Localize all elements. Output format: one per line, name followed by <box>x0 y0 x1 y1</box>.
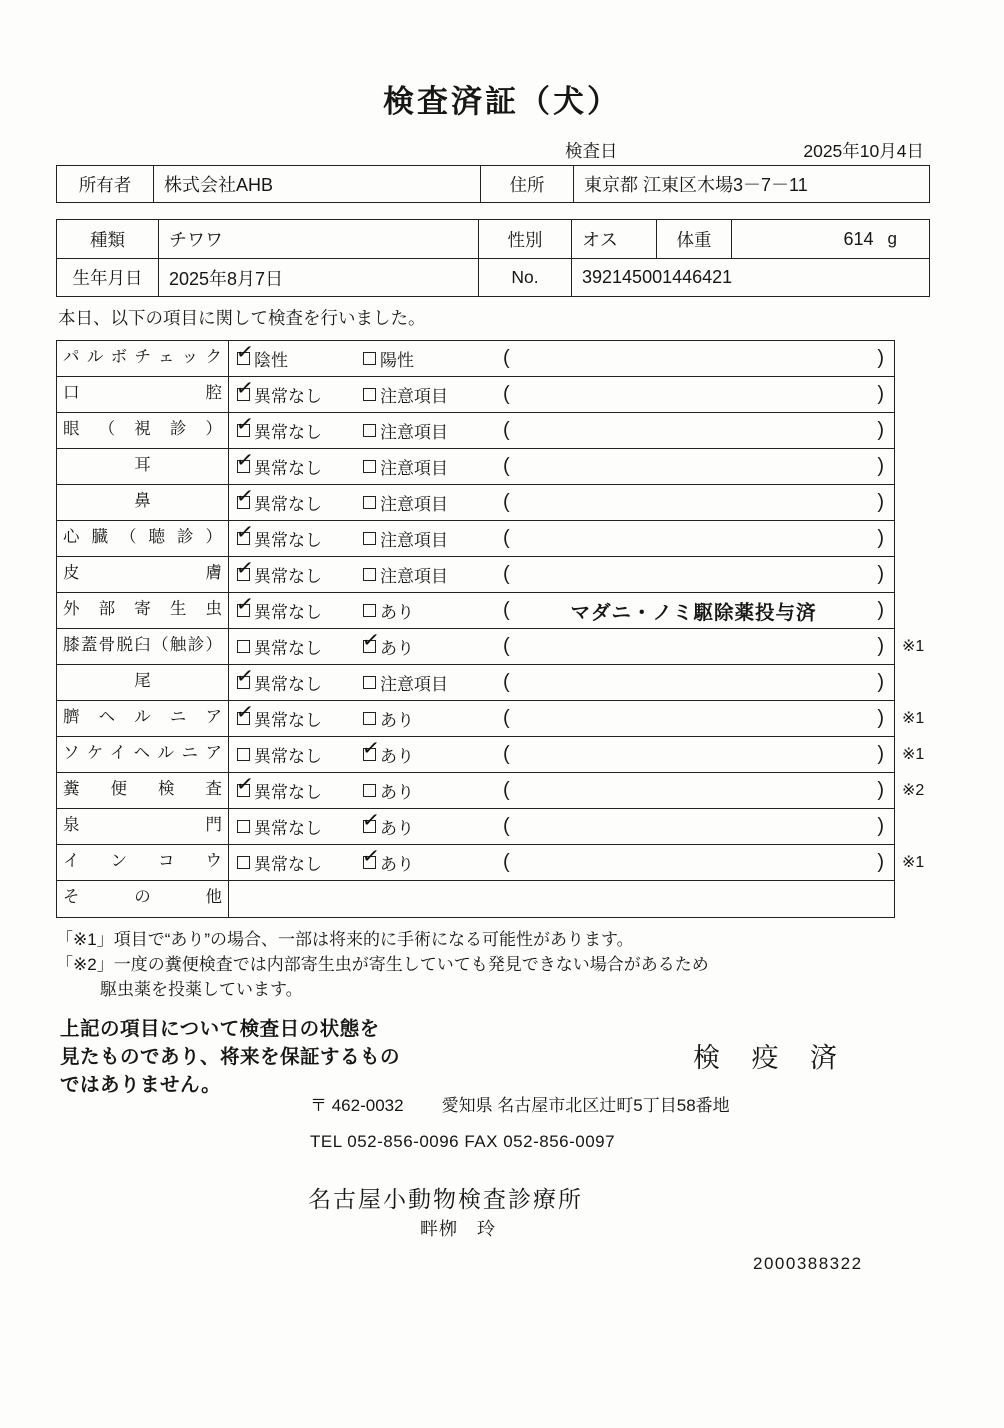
checklist-row <box>57 628 925 665</box>
option-2-label: 陽性 <box>380 351 414 370</box>
weight-unit: g <box>887 229 897 248</box>
checklist-row <box>57 844 925 881</box>
paren-note: マダニ・ノミ駆除薬投与済 <box>570 601 817 624</box>
checklist-option-2 <box>363 526 503 551</box>
option-2-label: 注意項目 <box>380 459 448 478</box>
option-1-label: 異常なし <box>254 711 322 730</box>
checkbox-icon <box>234 412 255 437</box>
checklist-option-2 <box>360 628 503 659</box>
checklist-row <box>57 881 894 917</box>
option-1-label: 陰性 <box>254 351 288 370</box>
option-1-label: 異常なし <box>254 495 322 514</box>
checklist-item-content <box>229 809 894 844</box>
paren-close: ) <box>877 347 884 369</box>
checklist-item-label: 眼（視診） <box>57 413 229 448</box>
footnote-mark: ※2 <box>902 782 925 799</box>
option-1-label: 異常なし <box>254 819 322 838</box>
checklist-item-label: 外部寄生虫 <box>57 593 229 628</box>
checklist-item-content <box>229 341 894 376</box>
checklist-row <box>57 700 925 737</box>
paren-open: ( <box>503 671 510 693</box>
checklist-item-content <box>229 557 894 592</box>
option-2-label: 注意項目 <box>380 567 448 586</box>
birth-value-cell: 2025年8月7日 <box>159 259 479 296</box>
footnote-mark: ※1 <box>902 710 925 727</box>
paren-close: ) <box>877 671 884 693</box>
checklist-option-2 <box>363 382 503 407</box>
paren-open: ( <box>503 707 510 729</box>
tel-fax-line: TEL 052-856-0096 FAX 052-856-0097 <box>310 1132 616 1151</box>
checkbox-icon <box>234 556 255 581</box>
option-1-label: 異常なし <box>254 531 322 550</box>
checklist-option-1 <box>234 340 363 371</box>
checklist-item-content <box>229 593 894 628</box>
checklist-item-label: インコウ <box>57 845 229 880</box>
paren-open: ( <box>503 563 510 585</box>
checkbox-icon <box>237 820 250 833</box>
checklist-option-2 <box>363 778 503 803</box>
paren-open: ( <box>503 851 510 873</box>
owner-value-cell: 株式会社AHB <box>154 166 481 202</box>
inspection-date-label: 検査日 <box>565 141 618 161</box>
checklist-option-1 <box>234 376 363 407</box>
check-mark-icon: ✓ <box>234 664 255 689</box>
paren-close: ) <box>877 491 884 513</box>
checkbox-icon <box>237 748 250 761</box>
checklist-option-2 <box>363 490 503 515</box>
option-2-label: あり <box>380 783 414 802</box>
checklist-row <box>57 593 894 629</box>
weight-label-cell: 体重 <box>657 220 732 258</box>
paren-open: ( <box>503 455 510 477</box>
paren-close: ) <box>877 383 884 405</box>
paren-close: ) <box>877 599 884 621</box>
option-2-label: 注意項目 <box>380 387 448 406</box>
checklist-item-content <box>229 629 894 664</box>
checklist-row <box>57 377 894 413</box>
quarantine-stamp: 検 疫 済 <box>693 1043 850 1073</box>
paren-open: ( <box>503 383 510 405</box>
check-mark-icon: ✓ <box>360 736 381 761</box>
no-label-cell: No. <box>479 259 572 296</box>
checkbox-icon <box>234 772 255 797</box>
checkbox-icon <box>363 388 376 401</box>
checklist-table <box>56 340 925 918</box>
checklist-item-label: 尾 <box>57 665 229 700</box>
paren-open: ( <box>503 635 510 657</box>
checkbox-icon <box>234 664 255 689</box>
checklist-option-2 <box>363 418 503 443</box>
option-2-label: あり <box>380 855 414 874</box>
checklist-item-content <box>229 485 894 520</box>
option-2-label: 注意項目 <box>380 531 448 550</box>
check-mark-icon: ✓ <box>234 556 255 581</box>
option-2-label: あり <box>380 819 414 838</box>
checkbox-icon <box>363 568 376 581</box>
disclaimer-line-3: ではありません。 <box>60 1074 222 1096</box>
checkbox-icon <box>363 424 376 437</box>
option-2-label: 注意項目 <box>380 423 448 442</box>
option-1-label: 異常なし <box>254 783 322 802</box>
check-mark-icon: ✓ <box>234 484 255 509</box>
paren-close: ) <box>877 527 884 549</box>
document-title: 検査済証（犬） <box>383 84 621 119</box>
pet-row-1 <box>57 220 929 258</box>
owner-row <box>57 166 929 202</box>
paren-open: ( <box>503 527 510 549</box>
checklist-option-1 <box>234 556 363 587</box>
checkbox-icon <box>234 592 255 617</box>
address-label-cell: 住所 <box>481 166 574 202</box>
checkbox-icon <box>360 808 381 833</box>
checklist-option-2 <box>363 562 503 587</box>
inspection-date-value: 2025年10月4日 <box>803 141 924 161</box>
checkbox-icon <box>234 376 255 401</box>
checklist-option-1 <box>237 634 363 659</box>
sex-value-cell: オス <box>572 220 657 258</box>
checklist-item-label: 口腔 <box>57 377 229 412</box>
checklist-item-label: その他 <box>57 881 229 917</box>
checklist-row <box>57 485 894 521</box>
paren-open: ( <box>503 419 510 441</box>
checkbox-icon <box>363 496 376 509</box>
paren-open: ( <box>503 491 510 513</box>
option-1-label: 異常なし <box>254 459 322 478</box>
check-mark-icon: ✓ <box>234 448 255 473</box>
checklist-row <box>57 557 894 593</box>
footnote-mark: ※1 <box>902 746 925 763</box>
checklist-option-2 <box>363 598 503 623</box>
checklist-item-content <box>229 773 894 808</box>
checkbox-icon <box>234 340 255 365</box>
address-value-cell: 東京都 江東区木場3－7－11 <box>584 175 808 195</box>
checklist-item-label: 鼻 <box>57 485 229 520</box>
checklist-option-2 <box>360 844 503 875</box>
checklist-option-1 <box>234 412 363 443</box>
option-1-label: 異常なし <box>254 747 322 766</box>
checklist-option-1 <box>234 448 363 479</box>
option-2-label: あり <box>380 639 414 658</box>
postal-code: 〒 462-0032 <box>310 1096 404 1115</box>
footnote-mark: ※1 <box>902 854 925 871</box>
option-1-label: 異常なし <box>254 603 322 622</box>
checklist-option-1 <box>234 484 363 515</box>
checkbox-icon <box>363 532 376 545</box>
option-1-label: 異常なし <box>254 387 322 406</box>
checklist-item-label: ソケイヘルニア <box>57 737 229 772</box>
checklist-option-1 <box>234 592 363 623</box>
checkbox-icon <box>234 448 255 473</box>
sex-label-cell: 性別 <box>479 220 572 258</box>
disclaimer-text <box>60 1015 1004 1099</box>
checklist-row <box>57 521 894 557</box>
checklist-option-2 <box>360 736 503 767</box>
checklist-option-1 <box>234 520 363 551</box>
clinic-address-row <box>310 1091 730 1116</box>
check-mark-icon: ✓ <box>234 772 255 797</box>
checklist-option-2 <box>363 346 503 371</box>
veterinarian-name: 畔栁 玲 <box>420 1219 496 1239</box>
checklist-option-2 <box>360 808 503 839</box>
option-1-label: 異常なし <box>254 675 322 694</box>
checklist-item-content <box>229 413 894 448</box>
footnotes <box>56 927 1004 1002</box>
checklist-row <box>57 809 894 845</box>
checklist-row <box>57 772 925 809</box>
footnote-1: 「※1」項目で“あり”の場合、一部は将来的に手術になる可能性があります。 <box>56 930 634 949</box>
checklist-item-content <box>229 845 894 880</box>
checkbox-icon <box>363 712 376 725</box>
paren-close: ) <box>877 851 884 873</box>
check-mark-icon: ✓ <box>360 628 381 653</box>
check-mark-icon: ✓ <box>234 376 255 401</box>
checkbox-icon <box>363 784 376 797</box>
option-1-label: 異常なし <box>254 639 322 658</box>
checklist-row <box>57 736 925 773</box>
paren-open: ( <box>503 815 510 837</box>
option-1-label: 異常なし <box>254 423 322 442</box>
checklist-item-content <box>229 881 894 917</box>
checklist-row <box>57 413 894 449</box>
check-mark-icon: ✓ <box>234 700 255 725</box>
footnote-2: 「※2」一度の糞便検査では内部寄生虫が寄生していても発見できない場合があるため <box>56 955 709 974</box>
checklist-item-label: 耳 <box>57 449 229 484</box>
clinic-address: 愛知県 名古屋市北区辻町5丁目58番地 <box>441 1096 730 1115</box>
paren-open: ( <box>503 599 510 621</box>
checkbox-icon <box>363 604 376 617</box>
checkbox-icon <box>234 520 255 545</box>
checklist-item-label: パルボチェック <box>57 341 229 376</box>
paren-close: ) <box>877 455 884 477</box>
breed-label-cell: 種類 <box>57 220 159 258</box>
paren-open: ( <box>503 743 510 765</box>
checkbox-icon <box>363 460 376 473</box>
checklist-option-2 <box>363 706 503 731</box>
checkbox-icon <box>234 700 255 725</box>
paren-close: ) <box>877 563 884 585</box>
checkbox-icon <box>237 640 250 653</box>
checklist-option-1 <box>234 700 363 731</box>
paren-close: ) <box>877 743 884 765</box>
weight-value: 614 <box>843 228 874 249</box>
checklist-option-2 <box>363 454 503 479</box>
checklist-option-1 <box>237 742 363 767</box>
checklist-option-1 <box>234 664 363 695</box>
option-1-label: 異常なし <box>254 855 322 874</box>
checkbox-icon <box>360 628 381 653</box>
pet-table <box>56 219 930 297</box>
paren-close: ) <box>877 707 884 729</box>
checklist-item-label: 泉門 <box>57 809 229 844</box>
checklist-item-label: 臍ヘルニア <box>57 701 229 736</box>
checkbox-icon <box>360 844 381 869</box>
footnote-mark: ※1 <box>902 638 925 655</box>
paren-open: ( <box>503 347 510 369</box>
check-mark-icon: ✓ <box>360 808 381 833</box>
checklist-item-content <box>229 701 894 736</box>
clinic-name: 名古屋小動物検査診療所 <box>308 1186 583 1212</box>
footnote-2-continued: 駆虫薬を投薬しています。 <box>100 980 303 999</box>
check-mark-icon: ✓ <box>234 340 255 365</box>
paren-close: ) <box>877 779 884 801</box>
checklist-item-content <box>229 521 894 556</box>
disclaimer-line-1: 上記の項目について検査日の状態を <box>60 1018 380 1040</box>
checklist-item-content <box>229 737 894 772</box>
checklist-item-label: 心臓（聴診） <box>57 521 229 556</box>
option-2-label: あり <box>380 603 414 622</box>
checklist-item-label: 膝蓋骨脱臼（触診） <box>57 629 229 664</box>
checklist-item-label: 皮膚 <box>57 557 229 592</box>
inspection-date-row <box>56 138 930 163</box>
checklist-option-2 <box>363 670 503 695</box>
checklist-item-content <box>229 377 894 412</box>
checkbox-icon <box>234 484 255 509</box>
checklist-item-content <box>229 665 894 700</box>
checklist-option-1 <box>234 772 363 803</box>
checklist-row <box>57 341 894 377</box>
pet-row-2 <box>57 258 929 296</box>
option-2-label: あり <box>380 747 414 766</box>
owner-table <box>56 165 930 203</box>
option-2-label: 注意項目 <box>380 675 448 694</box>
option-2-label: 注意項目 <box>380 495 448 514</box>
paren-close: ) <box>877 815 884 837</box>
checkbox-icon <box>363 352 376 365</box>
paren-close: ) <box>877 419 884 441</box>
birth-label-cell: 生年月日 <box>57 259 159 296</box>
weight-value-cell <box>732 220 929 258</box>
owner-label-cell: 所有者 <box>57 166 154 202</box>
check-mark-icon: ✓ <box>234 412 255 437</box>
check-mark-icon: ✓ <box>360 844 381 869</box>
option-1-label: 異常なし <box>254 567 322 586</box>
checklist-option-1 <box>237 814 363 839</box>
option-2-label: あり <box>380 711 414 730</box>
paren-close: ) <box>877 635 884 657</box>
checklist-item-label: 糞便検査 <box>57 773 229 808</box>
no-value-cell: 392145001446421 <box>582 267 733 287</box>
checkbox-icon <box>360 736 381 761</box>
serial-number: 2000388322 <box>753 1254 863 1273</box>
checkbox-icon <box>363 676 376 689</box>
check-mark-icon: ✓ <box>234 520 255 545</box>
checklist-row <box>57 665 894 701</box>
paren-open: ( <box>503 779 510 801</box>
breed-value-cell: チワワ <box>159 220 479 258</box>
check-mark-icon: ✓ <box>234 592 255 617</box>
checklist-row <box>57 449 894 485</box>
intro-text: 本日、以下の項目に関して検査を行いました。 <box>58 308 426 328</box>
checklist-option-1 <box>237 850 363 875</box>
checkbox-icon <box>237 856 250 869</box>
disclaimer-line-2: 見たものであり、将来を保証するもの <box>60 1046 401 1068</box>
checklist-item-content <box>229 449 894 484</box>
